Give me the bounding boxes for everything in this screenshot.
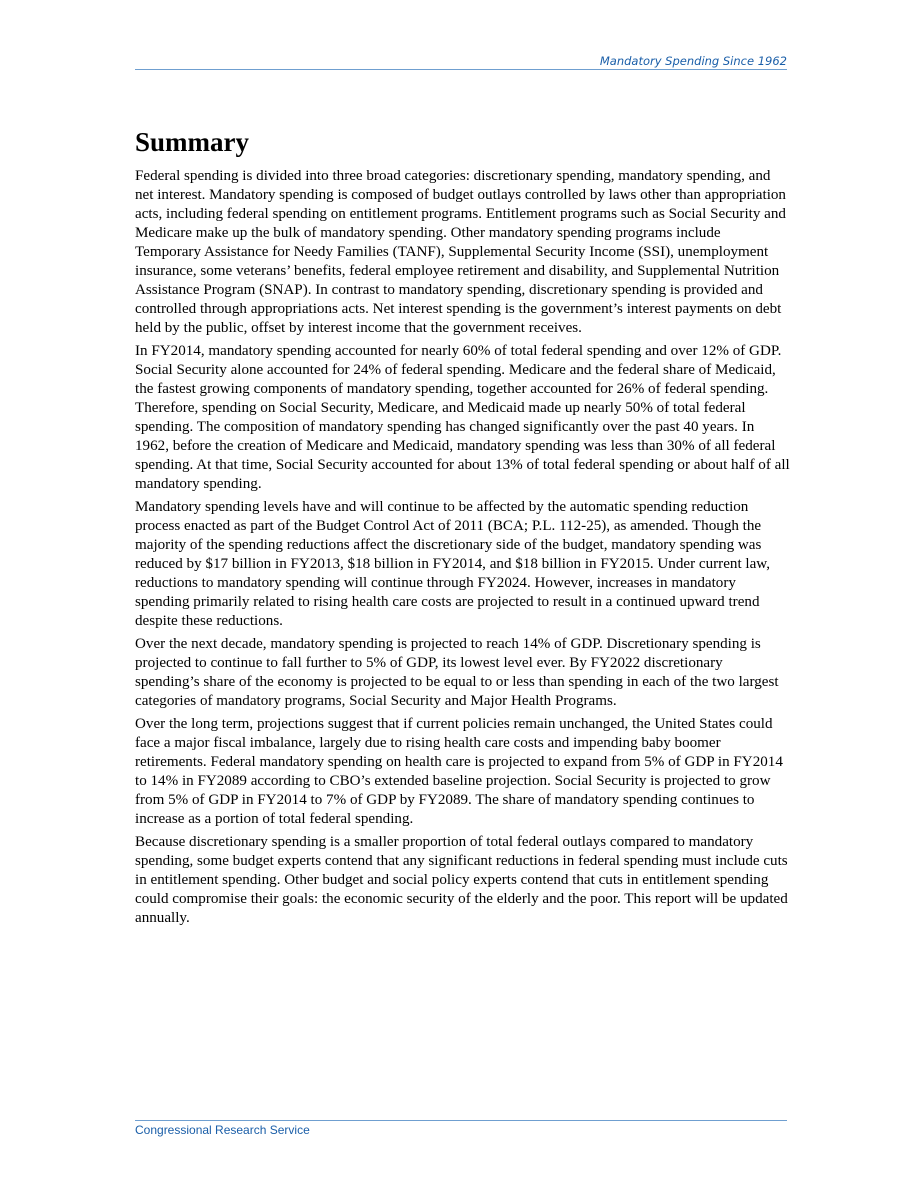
running-header-title: Mandatory Spending Since 1962 bbox=[599, 54, 787, 68]
summary-paragraph-2: In FY2014, mandatory spending accounted for nearly 60% of total federal spending and over 12% of GDP. Social Security alone accounted for 24% of federal spending. Medicare and the federal share of Medicaid, the fastest growing components of mandatory spending, together accounted for 26% of federal spending. Therefore, spending on Social Security, Medicare, and Medicaid made up nearly 50% of total federal spending. The composition of mandatory spending has changed significantly over the past 40 years. In 1962, before the creation of Medicare and Medicaid, mandatory spending was less than 30% of all federal spending. At that time, Social Security accounted for about 13% of total federal spending or about half of all mandatory spending. bbox=[135, 343, 790, 492]
footer-organization: Congressional Research Service bbox=[135, 1123, 310, 1137]
summary-paragraph-4: Over the next decade, mandatory spending is projected to reach 14% of GDP. Discretionary spending is projected to continue to fall further to 5% of GDP, its lowest level ever. By FY2022 discretionary spending’s share of the economy is projected to be equal to or less than spending in each of the two largest categories of mandatory programs, Social Security and Major Health Programs. bbox=[135, 636, 779, 709]
summary-paragraph-5: Over the long term, projections suggest that if current policies remain unchanged, the United States could face a major fiscal imbalance, largely due to rising health care costs and impending baby boomer retirements. Federal mandatory spending on health care is projected to expand from 5% of GDP in FY2014 to 14% in FY2089 according to CBO’s extended baseline projection. Social Security is projected to grow from 5% of GDP in FY2014 to 7% of GDP by FY2089. The share of mandatory spending continues to increase as a portion of total federal spending. bbox=[135, 716, 783, 827]
summary-section bbox=[135, 124, 790, 932]
summary-paragraph-1: Federal spending is divided into three broad categories: discretionary spending, mandatory spending, and net interest. Mandatory spending is composed of budget outlays controlled by laws other than appropriation acts, including federal spending on entitlement programs. Entitlement programs such as Social Security and Medicare make up the bulk of mandatory spending. Other mandatory spending programs include Temporary Assistance for Needy Families (TANF), Supplemental Security Income (SSI), unemployment insurance, some veterans’ benefits, federal employee retirement and disability, and Supplemental Nutrition Assistance Program (SNAP). In contrast to mandatory spending, discretionary spending is provided and controlled through appropriations acts. Net interest spending is the government’s interest payments on debt held by the public, offset by interest income that the government receives. bbox=[135, 168, 786, 336]
summary-paragraph-6: Because discretionary spending is a smaller proportion of total federal outlays compared to mandatory spending, some budget experts contend that any significant reductions in federal spending must include cuts in entitlement spending. Other budget and social policy experts contend that cuts in entitlement spending could compromise their goals: the economic security of the elderly and the poor. This report will be updated annually. bbox=[135, 834, 788, 926]
footer-divider bbox=[135, 1120, 787, 1121]
header-divider bbox=[135, 69, 787, 70]
summary-paragraph-3: Mandatory spending levels have and will continue to be affected by the automatic spending reduction process enacted as part of the Budget Control Act of 2011 (BCA; P.L. 112-25), as amended. Though the majority of the spending reductions affect the discretionary side of the budget, mandatory spending was reduced by $17 billion in FY2013, $18 billion in FY2014, and $18 billion in FY2015. Under current law, reductions to mandatory spending will continue through FY2024. However, increases in mandatory spending primarily related to rising health care costs are projected to result in a continued upward trend despite these reductions. bbox=[135, 499, 770, 629]
summary-heading: Summary bbox=[135, 127, 249, 157]
